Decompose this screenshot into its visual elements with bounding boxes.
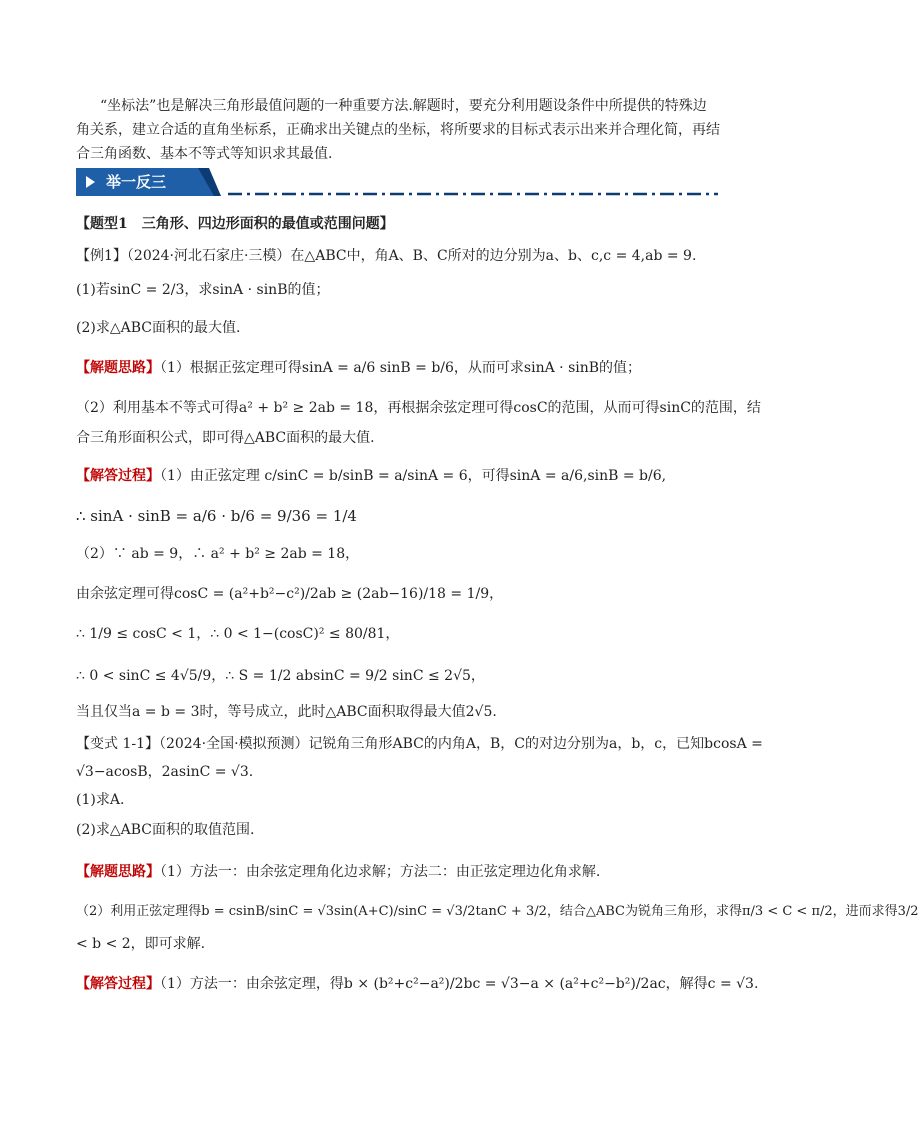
solution-label: 【解答过程】 bbox=[76, 976, 160, 992]
example1-solution-1 bbox=[76, 466, 666, 486]
example1-solution-6: ∴ 0 < sinC ≤ 4√5/9，∴ S = 1/2 absinC = 9/2 sinC ≤ 2√5， bbox=[76, 668, 485, 684]
idea-text: （1）根据正弦定理可得sinA = a/6 sinB = b/6，从而可求sinA · sinB的值； bbox=[160, 360, 642, 376]
example1-solution-3: （2）∵ ab = 9，∴ a² + b² ≥ 2ab = 18， bbox=[76, 546, 360, 562]
variant-question-2: (2)求△ABC面积的取值范围. bbox=[76, 822, 255, 838]
idea-label: 【解题思路】 bbox=[76, 864, 160, 880]
intro-line-1: “坐标法”也是解决三角形最值问题的一种重要方法.解题时，要充分利用题设条件中所提供的特殊边 bbox=[100, 98, 707, 114]
variant-idea-3: < b < 2，即可求解. bbox=[76, 936, 206, 952]
solution-text: （1）由正弦定理 c/sinC = b/sinB = a/sinA = 6，可得sinA = a/6,sinB = b/6, bbox=[160, 468, 667, 484]
example1-solution-4: 由余弦定理可得cosC = (a²+b²−c²)/2ab ≥ (2ab−16)/18 = 1/9， bbox=[76, 586, 504, 602]
solution-text: （1）方法一：由余弦定理，得b × (b²+c²−a²)/2bc = √3−a × (a²+c²−b²)/2ac，解得c = √3. bbox=[160, 976, 759, 992]
example1-question-2: (2)求△ABC面积的最大值. bbox=[76, 320, 241, 336]
intro-line-2: 角关系，建立合适的直角坐标系，正确求出关键点的坐标，将所要求的目标式表示出来并合理化简，再结 bbox=[76, 122, 720, 138]
variant-solution-1 bbox=[76, 974, 758, 994]
example1-heading: 【例1】（2024·河北石家庄·三模）在△ABC中，角A、B、C所对的边分别为a、b、c,c = 4,ab = 9. bbox=[76, 248, 697, 264]
banner-label: 举一反三 bbox=[106, 173, 167, 191]
variant-heading-1: 【变式 1-1】（2024·全国·模拟预测）记锐角三角形ABC的内角A，B，C的对边分别为a，b，c，已知bcosA = bbox=[76, 736, 763, 752]
banner-dash-line bbox=[228, 192, 718, 196]
example1-question-1: (1)若sinC = 2/3，求sinA · sinB的值； bbox=[76, 282, 330, 298]
solution-label: 【解答过程】 bbox=[76, 468, 160, 484]
example1-idea-2: （2）利用基本不等式可得a² + b² ≥ 2ab = 18，再根据余弦定理可得cosC的范围，从而可得sinC的范围，结 bbox=[76, 400, 761, 416]
variant-idea-1 bbox=[76, 862, 600, 882]
example1-solution-7: 当且仅当a = b = 3时，等号成立，此时△ABC面积取得最大值2√5. bbox=[76, 704, 497, 720]
idea-label: 【解题思路】 bbox=[76, 360, 160, 376]
section-title: 【题型1 三角形、四边形面积的最值或范围问题】 bbox=[76, 216, 394, 232]
example1-solution-2: ∴ sinA · sinB = a/6 · b/6 = 9/36 = 1/4 bbox=[76, 507, 357, 525]
variant-question-1: (1)求A. bbox=[76, 792, 125, 808]
example1-idea-3: 合三角形面积公式，即可得△ABC面积的最大值. bbox=[76, 430, 375, 446]
example1-idea-1 bbox=[76, 358, 641, 378]
variant-heading-2: √3−acosB，2asinC = √3. bbox=[76, 764, 254, 780]
example1-solution-5: ∴ 1/9 ≤ cosC < 1，∴ 0 < 1−(cosC)² ≤ 80/81， bbox=[76, 626, 400, 642]
intro-line-3: 合三角函数、基本不等式等知识求其最值. bbox=[76, 146, 333, 162]
idea-text: （1）方法一：由余弦定理角化边求解；方法二：由正弦定理边化角求解. bbox=[160, 864, 601, 880]
variant-idea-2: （2）利用正弦定理得b = csinB/sinC = √3sin(A+C)/sinC = √3/2tanC + 3/2，结合△ABC为锐角三角形，求得π/3 < C < π/2，进而求得3/2 bbox=[76, 904, 919, 919]
